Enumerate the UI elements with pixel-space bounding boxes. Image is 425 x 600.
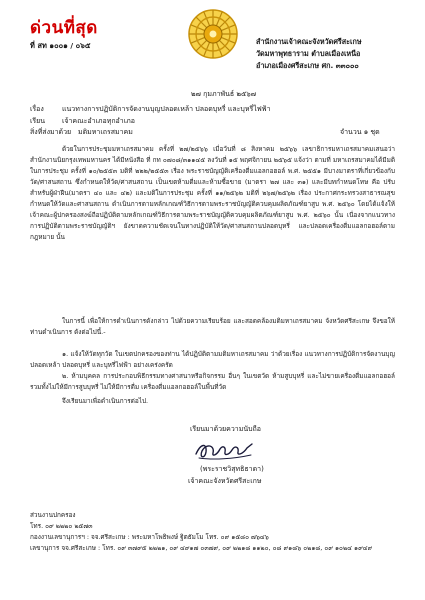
- signatory-name: (พระราชวิสุทธิธาดา): [200, 465, 264, 473]
- body-paragraph: [30, 349, 395, 371]
- office-line: อำเภอเมืองศรีสะเกษ ศก. ๓๓๐๐๐: [256, 61, 359, 70]
- attachment-row: [30, 127, 133, 138]
- office-address: [256, 36, 362, 72]
- footer-line: เลขานุการ จจ.ศรีสะเกษ : โทร. ๐๙ ๓๗๙๕ ๒๒๒๑, ๐๙ ๔๙๑๗ ๐๓๗๙, ๐๙ ๒๒๑๘ ๑๑๒๐, ๐๘ ๙๑๘๖ ๐๒๑๘, ๐๙ ๑๐๒๔ ๑๙๔๙: [30, 544, 373, 552]
- handwritten-signature-icon: [193, 437, 255, 463]
- paragraph-conclusion: จึงเรียนมาเพื่อดำเนินการต่อไป.: [62, 397, 149, 405]
- paragraph-request: ในการนี้ เพื่อให้การดำเนินการดังกล่าว ไปด้วยความเรียบร้อย และสอดคล้องมติมหาเถรสมาคม จังหวัดศรีสะเกษ จึงขอให้ท่านดำเนินการ ดังต่อไปนี้.-: [30, 317, 395, 336]
- document-number: ที่ สท ๑๐๐๑ / ๐๖๕: [30, 41, 91, 50]
- paragraph-item-2: ๒. ห้ามบุคคล การประกอบพิธีกรรมทางศาสนาหรือกิจกรรม อื่นๆ ในเขตวัด ห้ามสูบบุหรี่ และไม่ขายเครื่องดื่มแอลกอฮอล์ รวมทั้งไม่ให้มีการสูบบุหรี่ ไม่ให้มีการดื่ม เครื่องดื่มแอลกอฮอล์ในพื้นที่วัด: [30, 372, 395, 391]
- body-paragraph: [30, 316, 395, 338]
- office-line: วัดมหาพุทธาราม ตำบลเมืองเหนือ: [256, 49, 361, 58]
- recipient-text: เจ้าคณะอำเภอทุกอำเภอ: [62, 117, 135, 125]
- subject-text: แนวทางการปฏิบัติการจัดงานบุญปลอดเหล้า ปลอดบุหรี่ และบุหรี่ไฟฟ้า: [62, 105, 271, 113]
- paragraph-item-1: ๑. แจ้งให้วัดทุกวัด ในเขตปกครองของท่าน ได้ปฏิบัติตามมติมหาเถรสมาคม ว่าด้วยเรื่อง แนวทางการปฏิบัติการจัดงานบุญปลอดเหล้า ปลอดบุหรี่ และบุหรี่ไฟฟ้า อย่างเคร่งครัด: [30, 350, 395, 369]
- footer-line: ส่วนงานปกครอง: [30, 511, 76, 519]
- subject-row: [30, 104, 271, 115]
- dharma-wheel-emblem-icon: [187, 8, 239, 60]
- body-paragraph: [30, 371, 395, 393]
- urgency-heading: ด่วนที่สุด: [30, 18, 98, 38]
- attachment-quantity: จำนวน ๑ ชุด: [340, 128, 380, 136]
- footer-line: กองงานเลขานุการฯ : จจ.ศรีสะเกษ : พระมหาโพธิพงษ์ ฐิตธัมโม โทร. ๐๙ ๑๕๘๐ ๗๖๔๖: [30, 533, 269, 541]
- closing-salutation: เรียนมาด้วยความนับถือ: [190, 425, 261, 433]
- body-paragraph: [30, 144, 395, 243]
- footer-line: โทร. ๐๙ ๒๒๒๐ ๒๕๗๓: [30, 522, 93, 530]
- body-paragraph: [30, 396, 395, 407]
- office-line: สำนักงานเจ้าคณะจังหวัดศรีสะเกษ: [256, 37, 362, 46]
- signatory-position: เจ้าคณะจังหวัดศรีสะเกษ: [188, 477, 262, 485]
- recipient-row: [30, 116, 135, 127]
- subject-label: เรื่อง: [30, 105, 44, 113]
- letter-date: ๒๗ กุมภาพันธ์ ๒๕๖๗: [191, 90, 257, 98]
- attachment-label: สิ่งที่ส่งมาด้วย: [30, 128, 72, 136]
- recipient-label: เรียน: [30, 117, 46, 125]
- attachment-text: มติมหาเถรสมาคม: [78, 128, 133, 136]
- contact-footer: [30, 510, 410, 554]
- paragraph-background: ด้วยในการประชุมมหาเถรสมาคม ครั้งที่ ๒๗/๒๕๖๖ เมื่อวันที่ ๘ สิงหาคม ๒๕๖๖ เลขาธิการมหาเถรสมาคมเสนอว่า สำนักงานนิยกรุงเทพมหานคร ได้มีหนังสือ ที่ กท ๐๗๐๘/๓๑๑๔๕ ลงวันที่ ๑๕ พฤศจิกายน ๒๕๖๕ แจ้งว่า ตามที่ มหาเถรสมาคมได้มีมติในการประชุม ครั้งที่ ๑๐/๒๕๕๓ มติที่ ๒๒๒/๒๕๕๓ เรื่อง พระราชบัญญัติเครื่องดื่มแอลกอฮอล์ พ.ศ. ๒๕๕๑ มีบางมาตราที่เกี่ยวข้องกับวัด/ศาสนสถาน ซึ่งกำหนดให้วัด/ศาสนสถาน เป็นเขตห้ามดื่มและห้ามซื้อขาย (มาตรา ๒๗ และ ๓๑) และมีบทกำหนดโทษ คือ ปรับสำหรับผู้ฝ่าฝืน(มาตรา ๔๐ และ ๔๒) และมติในการประชุม ครั้งที่ ๑๑/๒๕๖๒ มติที่ ๒๖๗/๒๕๖๒ เรื่อง ประกาศกระทรวงสาธารณสุขกำหนดให้วัดและศาสนสถาน ดำเนินการตามหลักเกณฑ์วิธีการตามพระราชบัญญัติควบคุมผลิตภัณฑ์ยาสูบ พ.ศ. ๒๕๖๐ โดยได้แจ้งให้เจ้าคณะผู้ปกครองสงฆ์ถือปฏิบัติตามหลักเกณฑ์วิธีการตามพระราชบัญญัติควบคุมผลิตภัณฑ์ยาสูบ พ.ศ. ๒๕๖๐ นั้น เนื่องจากแนวทางการปฏิบัติตามพระราชบัญญัติฯ ยังขาดความชัดเจนในทางปฏิบัติให้วัด/ศาสนสถานปลอดบุหรี่ และปลอดเครื่องดื่มแอลกอฮอล์ตามกฎหมาย นั้น: [30, 145, 395, 241]
